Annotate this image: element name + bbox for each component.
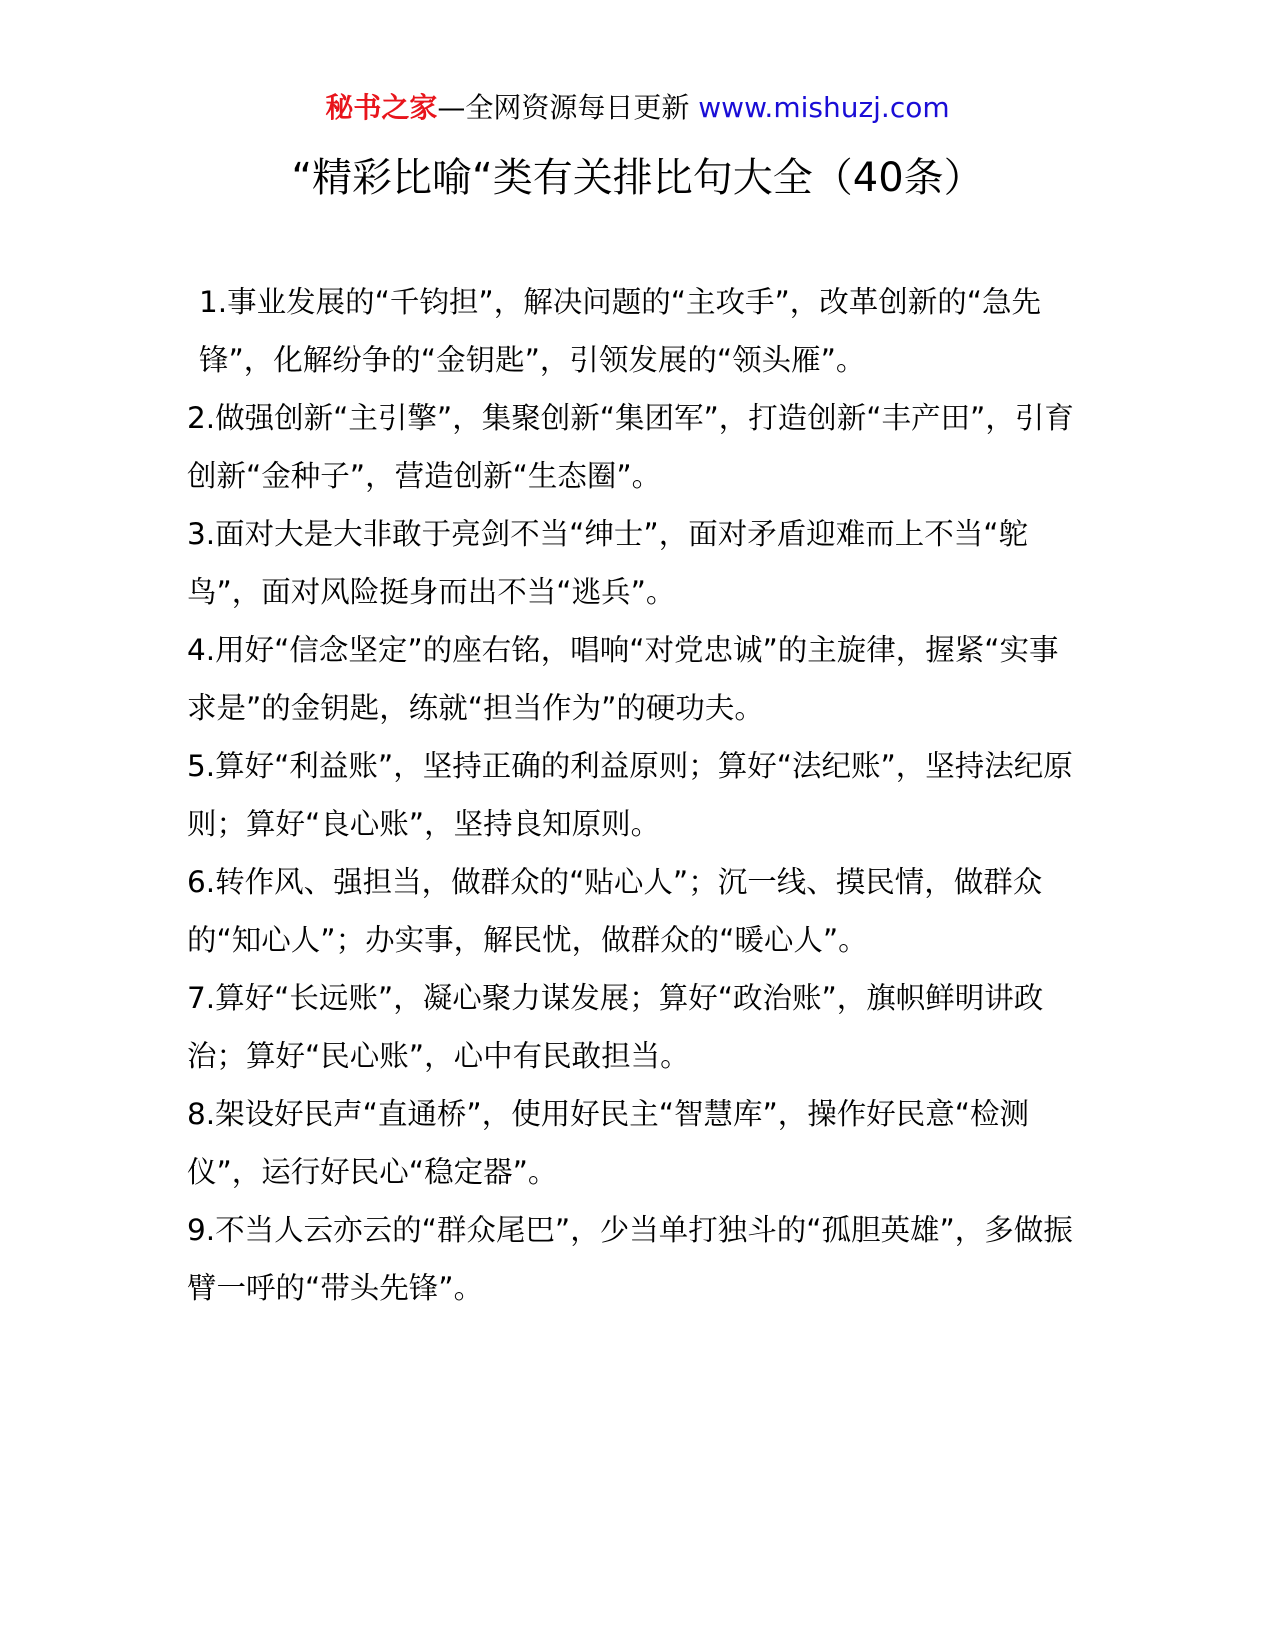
document-title: “精彩比喻“类有关排比句大全（40条） [291, 155, 984, 201]
list-item: 3.面对大是大非敢于亮剑不当“绅士”，面对矛盾迎难而上不当“鸵鸟”，面对风险挺身而出不当“逃兵”。 [187, 517, 1028, 609]
list-item: 9.不当人云亦云的“群众尾巴”，少当单打独斗的“孤胆英雄”，多做振臂一呼的“带头先锋”。 [187, 1213, 1073, 1305]
brand-name: 秘书之家 [325, 91, 438, 124]
list-item: 8.架设好民声“直通桥”，使用好民主“智慧库”，操作好民意“检测仪”，运行好民心“稳定器”。 [187, 1097, 1030, 1189]
header-tagline: —全网资源每日更新 [437, 91, 699, 124]
list-item: 2.做强创新“主引擎”，集聚创新“集团军”，打造创新“丰产田”，引育创新“金种子”，营造创新“生态圈”。 [187, 401, 1074, 493]
site-header [0, 88, 1275, 128]
list-item: 4.用好“信念坚定”的座右铭，唱响“对党忠诚”的主旋律，握紧“实事求是”的金钥匙，练就“担当作为”的硬功夫。 [187, 633, 1059, 725]
sentence-list [187, 273, 1087, 1317]
list-item: 1.事业发展的“千钧担”，解决问题的“主攻手”，改革创新的“急先锋”，化解纷争的“金钥匙”，引领发展的“领头雁”。 [199, 285, 1042, 377]
site-url-link[interactable]: www.mishuzj.com [698, 91, 950, 124]
list-item: 5.算好“利益账”，坚持正确的利益原则；算好“法纪账”，坚持法纪原则；算好“良心账”，坚持良知原则。 [187, 749, 1073, 841]
list-item: 6.转作风、强担当，做群众的“贴心人”；沉一线、摸民情，做群众的“知心人”；办实事，解民忧，做群众的“暖心人”。 [187, 865, 1043, 957]
list-item: 7.算好“长远账”，凝心聚力谋发展；算好“政治账”，旗帜鲜明讲政治；算好“民心账”，心中有民敢担当。 [187, 981, 1044, 1073]
